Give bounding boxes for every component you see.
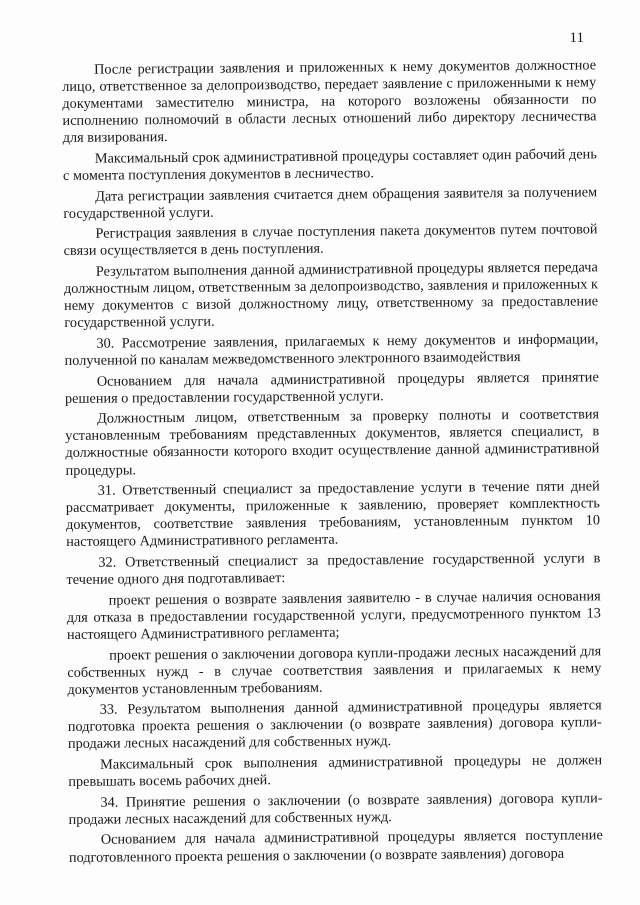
list-item: проект решения о возврате заявления заявителю - в случае наличия основания для отказа в предоставлении государственной услуги, предусмотренного пунктом 13 настоящего Административного регламента; bbox=[66, 588, 601, 643]
page-number: 11 bbox=[569, 30, 584, 46]
paragraph: После регистрации заявления и приложенных к нему документов должностное лицо, ответственное за делопроизводство, передает заявление с приложенными к нему документами заместителю министра, на которого возложены обязанности по исполнению полномочий в области лесных отношений либо директору лесничества для визирования. bbox=[62, 57, 597, 147]
clause-31: 31. Ответственный специалист за предоставление услуги в течение пяти дней рассматривает документы, приложенные к заявлению, проверяет комплектность документов, соответствие заявления требованиям, установленным пунктом 10 настоящего Административного регламента. bbox=[65, 478, 601, 551]
paragraph: Основанием для начала административной процедуры является поступление подготовленного проекта решения о заключении (о возврате заявления) договора bbox=[68, 827, 603, 866]
clause-32: 32. Ответственный специалист за предоставление государственной услуги в течение одного дня подготавливает: bbox=[66, 550, 601, 589]
clause-33: 33. Результатом выполнения данной административной процедуры является подготовка проекта решения о заключении (о возврате заявления) договора купли-продажи лесных насаждений для собственных нужд. bbox=[67, 697, 602, 753]
paragraph: Основанием для начала административной процедуры является принятие решения о предоставлении государственной услуги. bbox=[64, 368, 599, 407]
document-body bbox=[62, 57, 603, 870]
paragraph: Максимальный срок выполнения административной процедуры не должен превышать восемь рабочих дней. bbox=[68, 752, 603, 791]
paragraph: Результатом выполнения данной административной процедуры является передача должностным лицом, ответственным за делопроизводство, заявления и приложенных к нему документов с визой должностному лицу, ответственному за предоставление государственной услуги. bbox=[63, 259, 599, 332]
section-heading-30: 30. Рассмотрение заявления, прилагаемых к нему документов и информации, полученной по каналам межведомственного электронного взаимодействия bbox=[64, 331, 599, 369]
clause-34: 34. Принятие решения о заключении (о возврате заявления) договора купли-продажи лесных насаждений для собственных нужд. bbox=[68, 790, 603, 828]
list-item: проект решения о заключении договора купли-продажи лесных насаждений для собственных нужд - в случае соответствия заявления и прилагаемых к нему документов установленным требованиям. bbox=[67, 642, 602, 698]
paragraph: Дата регистрации заявления считается днем обращения заявителя за получением государственной услуги. bbox=[63, 183, 598, 222]
paragraph: Регистрация заявления в случае поступления пакета документов путем почтовой связи осуществляется в день поступления. bbox=[63, 221, 598, 260]
paragraph: Должностным лицом, ответственным за проверку полноты и соответствия установленным требованиям представленных документов, является специалист, в должностные обязанности которого входит осуществление данной административной процедуры. bbox=[65, 406, 600, 479]
paragraph: Максимальный срок административной процедуры составляет один рабочий день с момента поступления документов в лесничество. bbox=[62, 146, 597, 185]
